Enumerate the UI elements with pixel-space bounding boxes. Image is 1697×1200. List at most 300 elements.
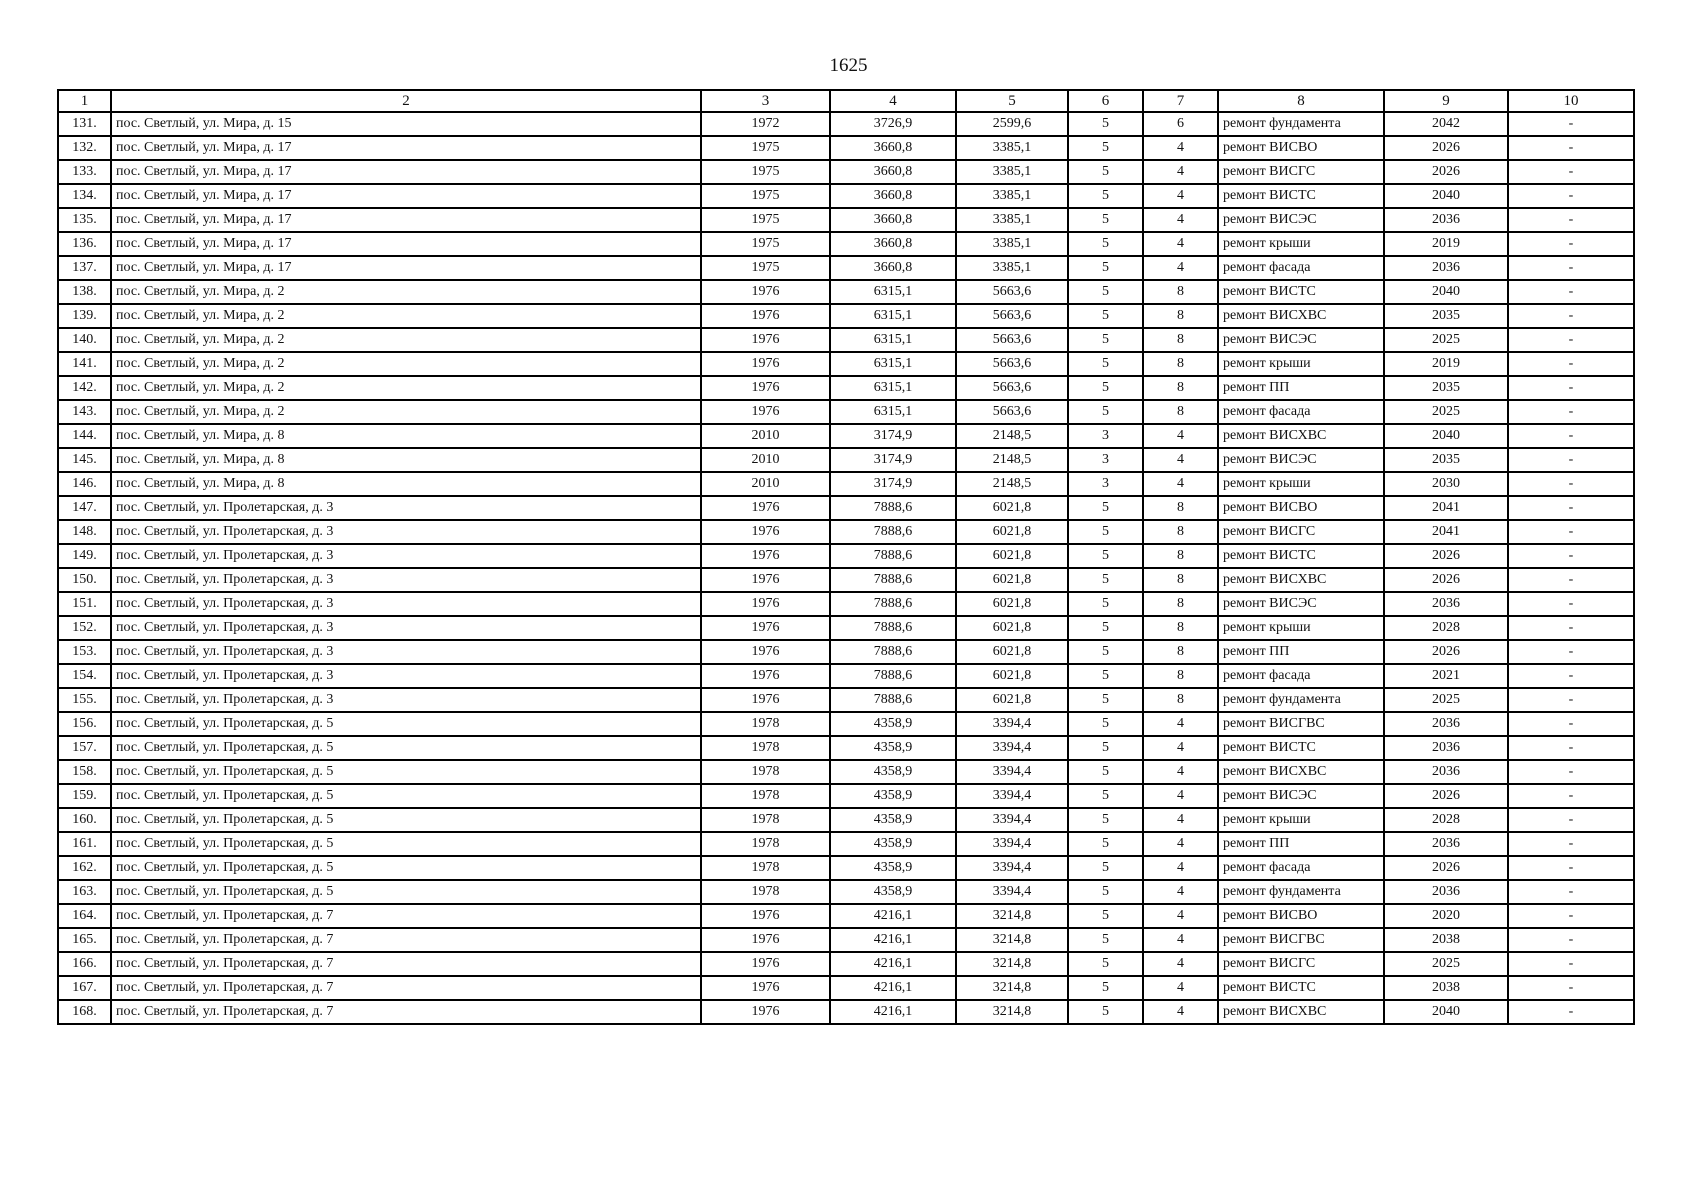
address-cell: пос. Светлый, ул. Мира, д. 17: [111, 160, 701, 184]
col-header-6: 6: [1068, 90, 1143, 112]
entrances-cell: 4: [1143, 976, 1218, 1000]
total-area-cell: 6315,1: [830, 352, 956, 376]
repair-year-cell: 2040: [1384, 1000, 1508, 1024]
table-row: [58, 712, 1634, 736]
note-cell: -: [1508, 400, 1634, 424]
row-number-cell: 140.: [58, 328, 111, 352]
page-number: 1625: [829, 55, 868, 76]
entrances-cell: 8: [1143, 568, 1218, 592]
living-area-cell: 5663,6: [956, 352, 1068, 376]
entrances-cell: 4: [1143, 1000, 1218, 1024]
repair-year-cell: 2030: [1384, 472, 1508, 496]
year-built-cell: 2010: [701, 472, 830, 496]
address-cell: пос. Светлый, ул. Пролетарская, д. 5: [111, 712, 701, 736]
year-built-cell: 1978: [701, 736, 830, 760]
year-built-cell: 1976: [701, 304, 830, 328]
address-cell: пос. Светлый, ул. Пролетарская, д. 7: [111, 952, 701, 976]
living-area-cell: 6021,8: [956, 592, 1068, 616]
address-cell: пос. Светлый, ул. Мира, д. 17: [111, 184, 701, 208]
table-row: [58, 736, 1634, 760]
total-area-cell: 3726,9: [830, 112, 956, 136]
total-area-cell: 6315,1: [830, 280, 956, 304]
note-cell: -: [1508, 544, 1634, 568]
entrances-cell: 4: [1143, 712, 1218, 736]
note-cell: -: [1508, 304, 1634, 328]
total-area-cell: 7888,6: [830, 616, 956, 640]
entrances-cell: 4: [1143, 880, 1218, 904]
work-type-cell: ремонт ВИСЭС: [1218, 592, 1384, 616]
total-area-cell: 7888,6: [830, 544, 956, 568]
work-type-cell: ремонт ВИСЭС: [1218, 208, 1384, 232]
address-cell: пос. Светлый, ул. Пролетарская, д. 3: [111, 688, 701, 712]
floors-cell: 5: [1068, 592, 1143, 616]
entrances-cell: 4: [1143, 736, 1218, 760]
repair-year-cell: 2026: [1384, 856, 1508, 880]
floors-cell: 5: [1068, 544, 1143, 568]
note-cell: -: [1508, 376, 1634, 400]
note-cell: -: [1508, 640, 1634, 664]
table-row: [58, 496, 1634, 520]
work-type-cell: ремонт ВИСВО: [1218, 904, 1384, 928]
address-cell: пос. Светлый, ул. Пролетарская, д. 7: [111, 904, 701, 928]
row-number-cell: 131.: [58, 112, 111, 136]
floors-cell: 5: [1068, 136, 1143, 160]
living-area-cell: 5663,6: [956, 400, 1068, 424]
table-row: [58, 904, 1634, 928]
address-cell: пос. Светлый, ул. Пролетарская, д. 7: [111, 976, 701, 1000]
floors-cell: 5: [1068, 952, 1143, 976]
note-cell: -: [1508, 448, 1634, 472]
header-row: [58, 90, 1634, 112]
repair-year-cell: 2036: [1384, 592, 1508, 616]
work-type-cell: ремонт ВИСВО: [1218, 496, 1384, 520]
entrances-cell: 8: [1143, 328, 1218, 352]
row-number-cell: 159.: [58, 784, 111, 808]
living-area-cell: 2148,5: [956, 448, 1068, 472]
row-number-cell: 152.: [58, 616, 111, 640]
address-cell: пос. Светлый, ул. Мира, д. 2: [111, 304, 701, 328]
repair-year-cell: 2036: [1384, 880, 1508, 904]
work-type-cell: ремонт фасада: [1218, 400, 1384, 424]
table-row: [58, 976, 1634, 1000]
living-area-cell: 6021,8: [956, 640, 1068, 664]
work-type-cell: ремонт фасада: [1218, 256, 1384, 280]
address-cell: пос. Светлый, ул. Пролетарская, д. 5: [111, 760, 701, 784]
address-cell: пос. Светлый, ул. Пролетарская, д. 3: [111, 640, 701, 664]
entrances-cell: 4: [1143, 160, 1218, 184]
living-area-cell: 3394,4: [956, 832, 1068, 856]
row-number-cell: 137.: [58, 256, 111, 280]
repair-year-cell: 2036: [1384, 832, 1508, 856]
floors-cell: 5: [1068, 112, 1143, 136]
table-row: [58, 688, 1634, 712]
year-built-cell: 1975: [701, 184, 830, 208]
note-cell: -: [1508, 880, 1634, 904]
year-built-cell: 1976: [701, 544, 830, 568]
total-area-cell: 4358,9: [830, 784, 956, 808]
note-cell: -: [1508, 856, 1634, 880]
note-cell: -: [1508, 424, 1634, 448]
work-type-cell: ремонт ПП: [1218, 832, 1384, 856]
note-cell: -: [1508, 280, 1634, 304]
entrances-cell: 8: [1143, 496, 1218, 520]
floors-cell: 5: [1068, 808, 1143, 832]
table-row: [58, 568, 1634, 592]
entrances-cell: 4: [1143, 472, 1218, 496]
note-cell: -: [1508, 232, 1634, 256]
row-number-cell: 144.: [58, 424, 111, 448]
table-row: [58, 184, 1634, 208]
year-built-cell: 1976: [701, 688, 830, 712]
total-area-cell: 4216,1: [830, 976, 956, 1000]
work-type-cell: ремонт ВИСХВС: [1218, 760, 1384, 784]
year-built-cell: 1976: [701, 352, 830, 376]
floors-cell: 5: [1068, 520, 1143, 544]
row-number-cell: 135.: [58, 208, 111, 232]
address-cell: пос. Светлый, ул. Мира, д. 17: [111, 256, 701, 280]
living-area-cell: 3385,1: [956, 256, 1068, 280]
year-built-cell: 1978: [701, 856, 830, 880]
work-type-cell: ремонт ПП: [1218, 640, 1384, 664]
living-area-cell: 3394,4: [956, 736, 1068, 760]
entrances-cell: 8: [1143, 544, 1218, 568]
address-cell: пос. Светлый, ул. Мира, д. 2: [111, 280, 701, 304]
table-row: [58, 520, 1634, 544]
entrances-cell: 8: [1143, 280, 1218, 304]
floors-cell: 5: [1068, 328, 1143, 352]
year-built-cell: 1976: [701, 496, 830, 520]
living-area-cell: 3394,4: [956, 712, 1068, 736]
entrances-cell: 4: [1143, 784, 1218, 808]
year-built-cell: 1976: [701, 328, 830, 352]
total-area-cell: 7888,6: [830, 664, 956, 688]
living-area-cell: 3394,4: [956, 760, 1068, 784]
total-area-cell: 4216,1: [830, 1000, 956, 1024]
note-cell: -: [1508, 736, 1634, 760]
address-cell: пос. Светлый, ул. Пролетарская, д. 3: [111, 664, 701, 688]
repair-year-cell: 2026: [1384, 544, 1508, 568]
floors-cell: 5: [1068, 376, 1143, 400]
table-row: [58, 232, 1634, 256]
work-type-cell: ремонт крыши: [1218, 352, 1384, 376]
repair-year-cell: 2025: [1384, 688, 1508, 712]
year-built-cell: 1976: [701, 1000, 830, 1024]
year-built-cell: 1976: [701, 976, 830, 1000]
total-area-cell: 7888,6: [830, 496, 956, 520]
living-area-cell: 6021,8: [956, 496, 1068, 520]
address-cell: пос. Светлый, ул. Пролетарская, д. 5: [111, 808, 701, 832]
entrances-cell: 8: [1143, 520, 1218, 544]
year-built-cell: 1978: [701, 760, 830, 784]
table-row: [58, 952, 1634, 976]
row-number-cell: 166.: [58, 952, 111, 976]
col-header-9: 9: [1384, 90, 1508, 112]
table-row: [58, 472, 1634, 496]
address-cell: пос. Светлый, ул. Мира, д. 17: [111, 208, 701, 232]
repair-year-cell: 2036: [1384, 208, 1508, 232]
col-header-7: 7: [1143, 90, 1218, 112]
work-type-cell: ремонт ВИСТС: [1218, 184, 1384, 208]
table-row: [58, 304, 1634, 328]
year-built-cell: 1978: [701, 880, 830, 904]
table-row: [58, 208, 1634, 232]
living-area-cell: 2148,5: [956, 472, 1068, 496]
total-area-cell: 6315,1: [830, 376, 956, 400]
col-header-5: 5: [956, 90, 1068, 112]
repair-year-cell: 2019: [1384, 352, 1508, 376]
total-area-cell: 3174,9: [830, 424, 956, 448]
repair-year-cell: 2035: [1384, 304, 1508, 328]
col-header-3: 3: [701, 90, 830, 112]
year-built-cell: 1976: [701, 280, 830, 304]
repair-year-cell: 2041: [1384, 496, 1508, 520]
repair-year-cell: 2021: [1384, 664, 1508, 688]
floors-cell: 5: [1068, 880, 1143, 904]
year-built-cell: 1975: [701, 208, 830, 232]
year-built-cell: 1976: [701, 616, 830, 640]
row-number-cell: 145.: [58, 448, 111, 472]
total-area-cell: 6315,1: [830, 400, 956, 424]
row-number-cell: 136.: [58, 232, 111, 256]
note-cell: -: [1508, 184, 1634, 208]
entrances-cell: 8: [1143, 400, 1218, 424]
repair-year-cell: 2038: [1384, 976, 1508, 1000]
total-area-cell: 3660,8: [830, 232, 956, 256]
work-type-cell: ремонт фасада: [1218, 664, 1384, 688]
floors-cell: 5: [1068, 736, 1143, 760]
entrances-cell: 4: [1143, 232, 1218, 256]
year-built-cell: 1975: [701, 256, 830, 280]
repair-year-cell: 2042: [1384, 112, 1508, 136]
total-area-cell: 7888,6: [830, 520, 956, 544]
note-cell: -: [1508, 688, 1634, 712]
address-cell: пос. Светлый, ул. Мира, д. 2: [111, 328, 701, 352]
table-row: [58, 928, 1634, 952]
year-built-cell: 1972: [701, 112, 830, 136]
row-number-cell: 154.: [58, 664, 111, 688]
table-row: [58, 760, 1634, 784]
entrances-cell: 4: [1143, 832, 1218, 856]
repair-year-cell: 2028: [1384, 808, 1508, 832]
floors-cell: 5: [1068, 640, 1143, 664]
entrances-cell: 8: [1143, 592, 1218, 616]
note-cell: -: [1508, 352, 1634, 376]
address-cell: пос. Светлый, ул. Пролетарская, д. 5: [111, 880, 701, 904]
address-cell: пос. Светлый, ул. Пролетарская, д. 5: [111, 736, 701, 760]
total-area-cell: 7888,6: [830, 568, 956, 592]
total-area-cell: 7888,6: [830, 592, 956, 616]
address-cell: пос. Светлый, ул. Пролетарская, д. 3: [111, 496, 701, 520]
floors-cell: 5: [1068, 760, 1143, 784]
repair-schedule-table: [57, 89, 1635, 1025]
row-number-cell: 141.: [58, 352, 111, 376]
living-area-cell: 5663,6: [956, 328, 1068, 352]
floors-cell: 5: [1068, 784, 1143, 808]
entrances-cell: 4: [1143, 760, 1218, 784]
living-area-cell: 6021,8: [956, 520, 1068, 544]
floors-cell: 5: [1068, 928, 1143, 952]
col-header-4: 4: [830, 90, 956, 112]
total-area-cell: 3174,9: [830, 472, 956, 496]
living-area-cell: 3385,1: [956, 184, 1068, 208]
work-type-cell: ремонт ВИСХВС: [1218, 304, 1384, 328]
note-cell: -: [1508, 952, 1634, 976]
work-type-cell: ремонт ВИСГВС: [1218, 712, 1384, 736]
repair-year-cell: 2020: [1384, 904, 1508, 928]
living-area-cell: 6021,8: [956, 664, 1068, 688]
row-number-cell: 138.: [58, 280, 111, 304]
address-cell: пос. Светлый, ул. Мира, д. 17: [111, 136, 701, 160]
living-area-cell: 3394,4: [956, 856, 1068, 880]
row-number-cell: 165.: [58, 928, 111, 952]
living-area-cell: 3214,8: [956, 904, 1068, 928]
entrances-cell: 8: [1143, 376, 1218, 400]
total-area-cell: 4358,9: [830, 808, 956, 832]
year-built-cell: 1976: [701, 664, 830, 688]
address-cell: пос. Светлый, ул. Мира, д. 2: [111, 376, 701, 400]
living-area-cell: 3214,8: [956, 1000, 1068, 1024]
address-cell: пос. Светлый, ул. Мира, д. 8: [111, 448, 701, 472]
table-row: [58, 424, 1634, 448]
floors-cell: 5: [1068, 688, 1143, 712]
entrances-cell: 4: [1143, 184, 1218, 208]
entrances-cell: 4: [1143, 448, 1218, 472]
living-area-cell: 6021,8: [956, 688, 1068, 712]
row-number-cell: 161.: [58, 832, 111, 856]
floors-cell: 5: [1068, 856, 1143, 880]
work-type-cell: ремонт ВИСТС: [1218, 736, 1384, 760]
row-number-cell: 148.: [58, 520, 111, 544]
living-area-cell: 3214,8: [956, 952, 1068, 976]
work-type-cell: ремонт ВИСХВС: [1218, 424, 1384, 448]
row-number-cell: 167.: [58, 976, 111, 1000]
table-row: [58, 328, 1634, 352]
floors-cell: 3: [1068, 424, 1143, 448]
note-cell: -: [1508, 472, 1634, 496]
table-row: [58, 376, 1634, 400]
year-built-cell: 1976: [701, 928, 830, 952]
table-body: [58, 112, 1634, 1024]
year-built-cell: 1975: [701, 232, 830, 256]
work-type-cell: ремонт ВИСЭС: [1218, 784, 1384, 808]
work-type-cell: ремонт фундамента: [1218, 688, 1384, 712]
living-area-cell: 5663,6: [956, 304, 1068, 328]
floors-cell: 5: [1068, 1000, 1143, 1024]
col-header-1: 1: [58, 90, 111, 112]
entrances-cell: 4: [1143, 952, 1218, 976]
total-area-cell: 4358,9: [830, 712, 956, 736]
total-area-cell: 3660,8: [830, 208, 956, 232]
entrances-cell: 8: [1143, 304, 1218, 328]
table-row: [58, 880, 1634, 904]
address-cell: пос. Светлый, ул. Мира, д. 8: [111, 424, 701, 448]
work-type-cell: ремонт ВИСХВС: [1218, 1000, 1384, 1024]
year-built-cell: 1978: [701, 712, 830, 736]
work-type-cell: ремонт ВИСЭС: [1218, 328, 1384, 352]
floors-cell: 5: [1068, 304, 1143, 328]
floors-cell: 5: [1068, 832, 1143, 856]
year-built-cell: 1978: [701, 784, 830, 808]
floors-cell: 3: [1068, 472, 1143, 496]
entrances-cell: 8: [1143, 640, 1218, 664]
year-built-cell: 1976: [701, 904, 830, 928]
floors-cell: 5: [1068, 400, 1143, 424]
living-area-cell: 2599,6: [956, 112, 1068, 136]
repair-year-cell: 2025: [1384, 400, 1508, 424]
living-area-cell: 3214,8: [956, 976, 1068, 1000]
repair-year-cell: 2035: [1384, 448, 1508, 472]
row-number-cell: 155.: [58, 688, 111, 712]
year-built-cell: 1976: [701, 952, 830, 976]
entrances-cell: 4: [1143, 904, 1218, 928]
repair-year-cell: 2036: [1384, 736, 1508, 760]
note-cell: -: [1508, 328, 1634, 352]
entrances-cell: 4: [1143, 424, 1218, 448]
table-row: [58, 352, 1634, 376]
row-number-cell: 143.: [58, 400, 111, 424]
entrances-cell: 8: [1143, 616, 1218, 640]
note-cell: -: [1508, 208, 1634, 232]
address-cell: пос. Светлый, ул. Мира, д. 2: [111, 352, 701, 376]
address-cell: пос. Светлый, ул. Пролетарская, д. 5: [111, 832, 701, 856]
row-number-cell: 133.: [58, 160, 111, 184]
address-cell: пос. Светлый, ул. Пролетарская, д. 7: [111, 928, 701, 952]
living-area-cell: 5663,6: [956, 376, 1068, 400]
note-cell: -: [1508, 496, 1634, 520]
total-area-cell: 3660,8: [830, 184, 956, 208]
address-cell: пос. Светлый, ул. Пролетарская, д. 5: [111, 856, 701, 880]
table-row: [58, 160, 1634, 184]
entrances-cell: 8: [1143, 352, 1218, 376]
floors-cell: 5: [1068, 280, 1143, 304]
entrances-cell: 4: [1143, 136, 1218, 160]
repair-year-cell: 2026: [1384, 136, 1508, 160]
living-area-cell: 3394,4: [956, 784, 1068, 808]
note-cell: -: [1508, 592, 1634, 616]
row-number-cell: 150.: [58, 568, 111, 592]
year-built-cell: 1976: [701, 640, 830, 664]
repair-year-cell: 2036: [1384, 256, 1508, 280]
table-row: [58, 664, 1634, 688]
note-cell: -: [1508, 904, 1634, 928]
year-built-cell: 1975: [701, 160, 830, 184]
address-cell: пос. Светлый, ул. Пролетарская, д. 5: [111, 784, 701, 808]
entrances-cell: 8: [1143, 688, 1218, 712]
row-number-cell: 164.: [58, 904, 111, 928]
note-cell: -: [1508, 784, 1634, 808]
year-built-cell: 1976: [701, 520, 830, 544]
living-area-cell: 3394,4: [956, 880, 1068, 904]
row-number-cell: 156.: [58, 712, 111, 736]
row-number-cell: 157.: [58, 736, 111, 760]
note-cell: -: [1508, 808, 1634, 832]
address-cell: пос. Светлый, ул. Мира, д. 8: [111, 472, 701, 496]
address-cell: пос. Светлый, ул. Мира, д. 2: [111, 400, 701, 424]
table-row: [58, 592, 1634, 616]
year-built-cell: 1978: [701, 808, 830, 832]
floors-cell: 5: [1068, 352, 1143, 376]
work-type-cell: ремонт крыши: [1218, 616, 1384, 640]
row-number-cell: 134.: [58, 184, 111, 208]
work-type-cell: ремонт ВИСТС: [1218, 280, 1384, 304]
note-cell: -: [1508, 1000, 1634, 1024]
row-number-cell: 163.: [58, 880, 111, 904]
total-area-cell: 3174,9: [830, 448, 956, 472]
floors-cell: 5: [1068, 976, 1143, 1000]
address-cell: пос. Светлый, ул. Пролетарская, д. 7: [111, 1000, 701, 1024]
living-area-cell: 3385,1: [956, 136, 1068, 160]
table-row: [58, 448, 1634, 472]
